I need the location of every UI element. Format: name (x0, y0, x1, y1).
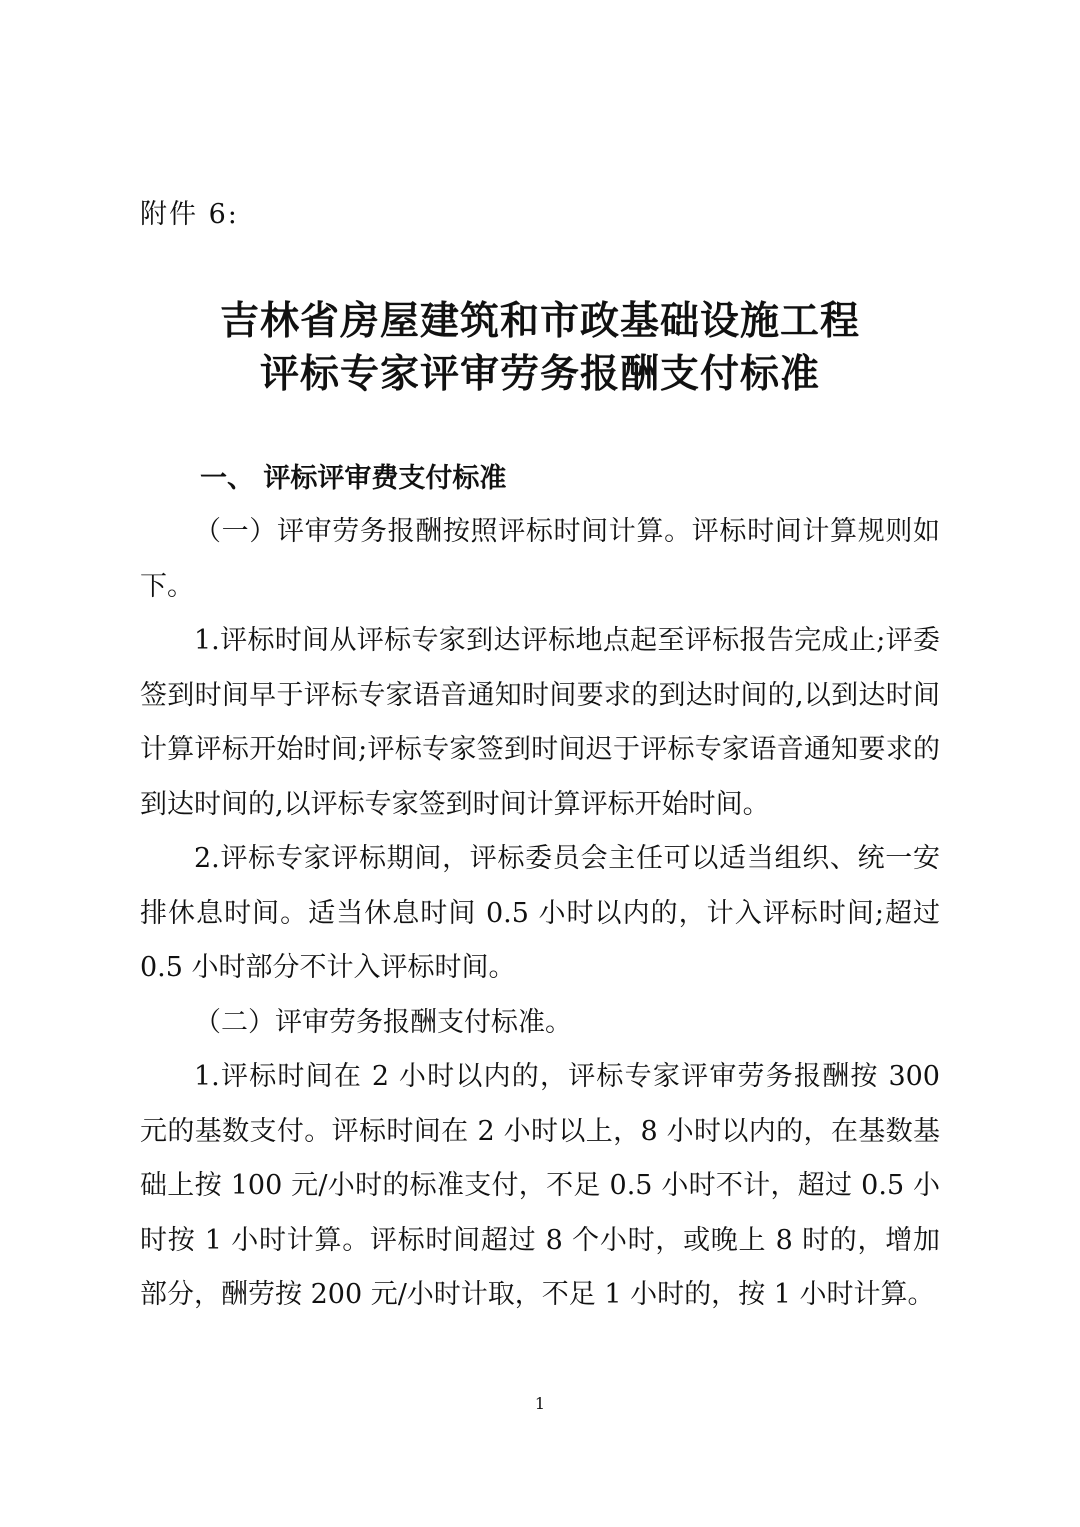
subsection-2-item-1: 1.评标时间在 2 小时以内的，评标专家评审劳务报酬按 300 元的基数支付。评标时间在 2 小时以上，8 小时以内的，在基数基础上按 100 元/小时的标准支付，不足 0.5 小时不计，超过 0.5 小时按 1 小时计算。评标时间超过 8 个小时，或晚上 8 时的，增加部分，酬劳按 200 元/小时计取，不足 1 小时的，按 1 小时计算。 (140, 1061, 940, 1310)
document-title-line-1: 吉林省房屋建筑和市政基础设施工程 (219, 299, 860, 344)
section-1-heading: 一、 评标评审费支付标准 (200, 463, 507, 494)
subsection-1-heading: （一）评审劳务报酬按照评标时间计算。评标时间计算规则如下。 (140, 516, 940, 602)
page-number: 1 (534, 1394, 546, 1413)
attachment-label: 附件 6: (140, 199, 239, 230)
document-title-line-2: 评标专家评审劳务报酬支付标准 (259, 352, 820, 397)
subsection-1-item-1: 1.评标时间从评标专家到达评标地点起至评标报告完成止;评委签到时间早于评标专家语音通知时间要求的到达时间的,以到达时间计算评标开始时间;评标专家签到时间迟于评标专家语音通知要求的到达时间的,以评标专家签到时间计算评标开始时间。 (140, 625, 940, 820)
subsection-2-heading: （二）评审劳务报酬支付标准。 (194, 1006, 572, 1038)
subsection-1-item-2: 2.评标专家评标期间，评标委员会主任可以适当组织、统一安排休息时间。适当休息时间 0.5 小时以内的，计入评标时间;超过 0.5 小时部分不计入评标时间。 (140, 843, 940, 983)
document-body (140, 505, 940, 1323)
